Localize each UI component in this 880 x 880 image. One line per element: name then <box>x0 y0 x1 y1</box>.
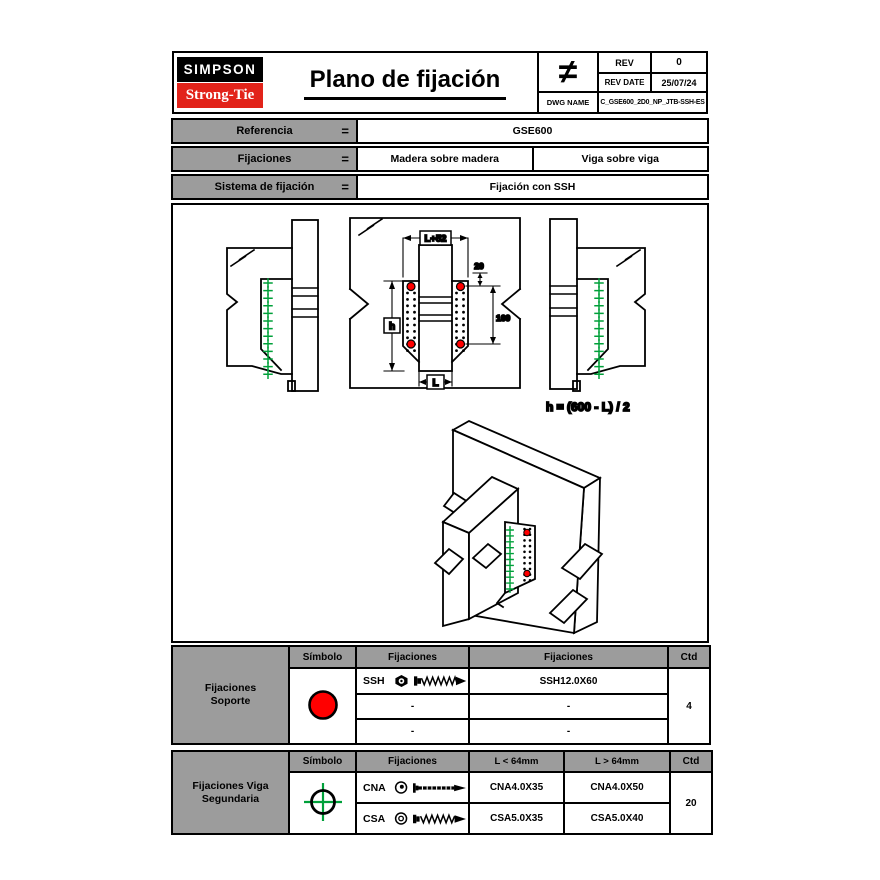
dim-offset: 20 <box>474 261 484 271</box>
system-row <box>171 174 709 200</box>
simpson-strongtie-logo <box>177 57 263 108</box>
support-qty: 4 <box>668 668 710 744</box>
dimension-arrows <box>389 235 496 385</box>
break-mark-icon <box>617 250 640 266</box>
drawing-area <box>171 203 709 643</box>
title-block <box>172 51 708 114</box>
support-symbol-red-circle <box>305 687 341 723</box>
fixings-value-1: Madera sobre madera <box>390 153 500 165</box>
fastener-name: - <box>356 694 469 719</box>
side-view-right <box>550 219 645 391</box>
support-fixings-table <box>171 645 711 745</box>
screw-marks <box>595 279 603 378</box>
equals-sign: = <box>341 179 349 195</box>
side-view-left <box>227 220 318 391</box>
rev-date-value: 25/07/24 <box>650 72 706 91</box>
front-view <box>350 218 520 389</box>
col-header-symbol: Símbolo <box>289 751 356 772</box>
fastener-name: - <box>356 719 469 744</box>
dwg-name-label: DWG NAME <box>539 91 597 112</box>
rev-value: 0 <box>650 53 706 72</box>
logo-simpson: SIMPSON <box>177 57 263 82</box>
fastener-ref: SSH12.0X60 <box>469 668 668 694</box>
equals-sign: = <box>341 123 349 139</box>
reference-value: GSE600 <box>512 125 553 137</box>
not-equal-symbol: ≠ <box>558 53 578 91</box>
fastener-name: CNA <box>363 781 386 794</box>
col-header-qty: Ctd <box>668 646 710 668</box>
col-header-fixings: Fijaciones <box>356 751 469 772</box>
formula-text: h = (600 - L) / 2 <box>546 400 630 414</box>
ssh-screw-icon <box>414 674 468 688</box>
fastener-ref-long: CNA4.0X50 <box>564 772 670 803</box>
fastener-ref: - <box>469 719 668 744</box>
page-title: Plano de fijación <box>274 66 536 100</box>
dim-top-width: L+52 <box>424 233 447 245</box>
col-header-long: L > 64mm <box>564 751 670 772</box>
fixings-value-2: Viga sobre viga <box>532 148 708 170</box>
system-value: Fijación con SSH <box>489 181 576 193</box>
reference-row <box>171 118 709 144</box>
drawing-sheet <box>171 50 709 842</box>
system-label: Sistema de fijación <box>214 181 315 193</box>
fixings-label: Fijaciones <box>237 153 292 165</box>
rev-label: REV <box>597 53 650 72</box>
beam-fixings-table <box>171 750 713 835</box>
break-mark-icon <box>359 219 382 235</box>
beam-section-label: Fijaciones Viga Segundaria <box>192 779 269 805</box>
fastener-ref-short: CNA4.0X35 <box>469 772 564 803</box>
fastener-name: CSA <box>363 812 386 825</box>
csa-screw-icon <box>413 812 468 826</box>
rev-date-label: REV DATE <box>597 72 650 91</box>
col-header-qty: Ctd <box>670 751 712 772</box>
break-mark-icon <box>231 250 254 266</box>
beam-symbol-crosshair <box>301 780 345 824</box>
col-header-symbol: Símbolo <box>289 646 356 668</box>
reference-label: Referencia <box>236 125 293 137</box>
col-header-fixings-1: Fijaciones <box>356 646 469 668</box>
dim-spacing: 160 <box>496 313 511 323</box>
fixings-row <box>171 146 709 172</box>
csa-head-icon <box>394 811 408 826</box>
beam-qty: 20 <box>670 772 712 834</box>
dim-l: L <box>432 378 439 389</box>
revision-block <box>537 53 706 112</box>
dim-h: h <box>388 321 396 333</box>
isometric-view <box>435 421 602 633</box>
logo-strongtie: Strong-Tie <box>177 83 263 108</box>
technical-drawing <box>173 205 706 639</box>
cna-nail-icon <box>413 781 468 795</box>
support-section-label: Fijaciones Soporte <box>204 682 257 707</box>
col-header-fixings-2: Fijaciones <box>469 646 668 668</box>
fastener-ref: - <box>469 694 668 719</box>
cna-head-icon <box>394 780 408 795</box>
equals-sign: = <box>341 151 349 167</box>
col-header-short: L < 64mm <box>469 751 564 772</box>
fastener-ref-long: CSA5.0X40 <box>564 803 670 834</box>
fastener-name: SSH <box>363 675 385 687</box>
screw-marks <box>264 279 272 378</box>
fastener-ref-short: CSA5.0X35 <box>469 803 564 834</box>
dwg-name-value: C_GSE600_2D0_NP_JTB-SSH-ES <box>597 91 706 112</box>
ssh-hex-head-icon <box>394 674 409 688</box>
